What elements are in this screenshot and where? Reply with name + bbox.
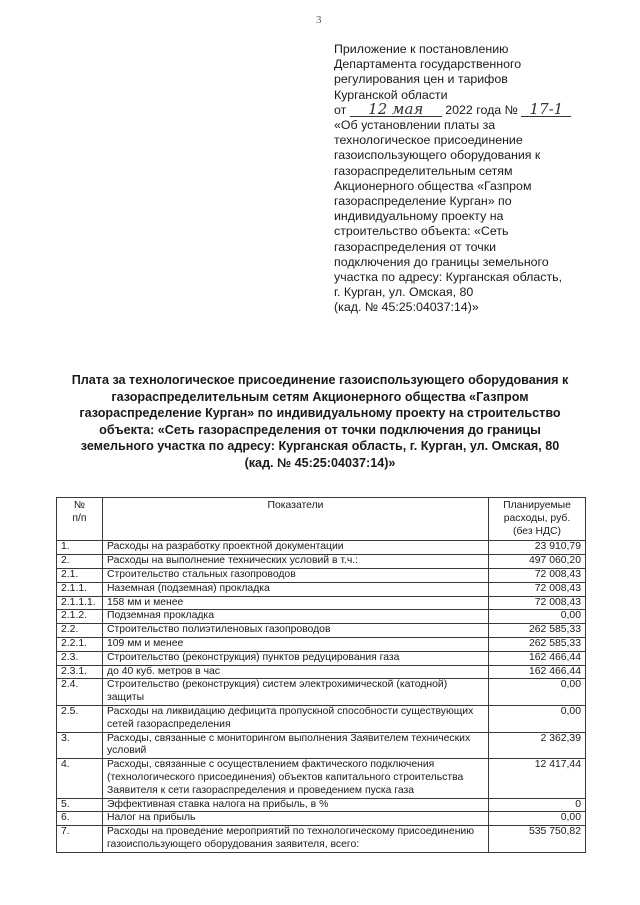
row-amount: 12 417,44 (489, 759, 586, 798)
handwritten-date: 12 мая (350, 103, 442, 117)
table-header-row (57, 498, 586, 541)
subject-line: газораспределение Курган» по (334, 194, 512, 209)
appendix-line: Курганской области (334, 87, 448, 102)
row-amount: 72 008,43 (489, 596, 586, 610)
subject-line: газораспределительным сетям (334, 163, 513, 178)
subject-line: индивидуальному проекту на (334, 209, 504, 224)
table-row (57, 541, 586, 555)
title-line: Плата за технологическое присоединение газоиспользующего оборудования к (71, 373, 569, 387)
subject-line: технологическое присоединение (334, 133, 523, 148)
row-number: 2.1.1.1. (57, 596, 103, 610)
header-number-line2: п/п (72, 512, 87, 524)
date-prefix: от (334, 102, 347, 117)
page-number: 3 (316, 14, 322, 26)
row-name: Налог на прибыль (103, 812, 489, 826)
row-number: 7. (57, 826, 103, 853)
fees-table (56, 497, 586, 853)
row-number: 3. (57, 732, 103, 759)
row-number: 5. (57, 798, 103, 812)
appendix-date-line (334, 99, 604, 118)
header-amount-line2: расходы, руб. (503, 512, 571, 524)
subject-line: Акционерного общества «Газпром (334, 178, 532, 193)
table-row (57, 732, 586, 759)
appendix-block (334, 42, 604, 316)
row-number: 2.1.2. (57, 610, 103, 624)
year-label: 2022 года № (445, 102, 518, 117)
table-row (57, 812, 586, 826)
table-row (57, 596, 586, 610)
row-name: Строительство (реконструкция) пунктов редуцирования газа (103, 651, 489, 665)
subject-line: участка по адресу: Курганская область, (334, 270, 563, 285)
row-number: 1. (57, 541, 103, 555)
row-name: Строительство полиэтиленовых газопроводов (103, 624, 489, 638)
table-row (57, 798, 586, 812)
appendix-line: Департамента государственного (334, 57, 522, 72)
row-name: Расходы на выполнение технических условий в т.ч.: (103, 555, 489, 569)
handwritten-number: 17-1 (521, 103, 571, 117)
subject-line: (кад. № 45:25:04037:14)» (334, 300, 479, 315)
row-number: 2.1.1. (57, 582, 103, 596)
header-number (57, 498, 103, 541)
row-amount: 72 008,43 (489, 582, 586, 596)
row-name: Расходы на разработку проектной документации (103, 541, 489, 555)
header-amount (489, 498, 586, 541)
row-name: 109 мм и менее (103, 637, 489, 651)
subject-line: газоиспользующего оборудования к (334, 148, 541, 163)
header-indicators: Показатели (103, 498, 489, 541)
row-amount: 262 585,33 (489, 624, 586, 638)
subject-line: подключения до границы земельного (334, 254, 549, 269)
row-number: 6. (57, 812, 103, 826)
row-amount: 162 466,44 (489, 665, 586, 679)
table-row (57, 568, 586, 582)
row-amount: 0 (489, 798, 586, 812)
row-amount: 0,00 (489, 679, 586, 706)
row-name: до 40 куб. метров в час (103, 665, 489, 679)
table-row (57, 651, 586, 665)
row-name: Расходы на ликвидацию дефицита пропускной способности существующих сетей газораспределения (103, 705, 489, 732)
row-amount: 0,00 (489, 705, 586, 732)
subject-line: г. Курган, ул. Омская, 80 (334, 285, 474, 300)
table-row (57, 705, 586, 732)
row-name: 158 мм и менее (103, 596, 489, 610)
header-amount-line1: Планируемые (503, 500, 571, 511)
document-title (48, 372, 592, 472)
row-name: Расходы на проведение мероприятий по технологическому присоединению газоиспользующего оборудования заявителя, всего: (103, 826, 489, 853)
title-line: земельного участка по адресу: Курганская область, г. Курган, ул. Омская, 80 (80, 439, 560, 454)
table-row (57, 759, 586, 798)
title-line: объекта: «Сеть газораспределения от точки подключения до границы (99, 422, 541, 437)
row-amount: 0,00 (489, 812, 586, 826)
row-number: 2.2.1. (57, 637, 103, 651)
row-name: Строительство стальных газопроводов (103, 568, 489, 582)
table-row (57, 826, 586, 853)
row-number: 2.5. (57, 705, 103, 732)
title-line: (кад. № 45:25:04037:14)» (244, 455, 396, 470)
subject-line: газораспределения от точки (334, 239, 497, 254)
row-name: Расходы, связанные с осуществлением фактического подключения (технологического присоединения) объектов капитального строительства Заявителя к сети газораспределения и проведением пуска газа (103, 759, 489, 798)
row-number: 2.1. (57, 568, 103, 582)
table-row (57, 624, 586, 638)
row-number: 2.3. (57, 651, 103, 665)
row-number: 4. (57, 759, 103, 798)
appendix-line: Приложение к постановлению (334, 42, 509, 56)
header-number-line1: № (73, 500, 86, 511)
appendix-line: регулирования цен и тарифов (334, 72, 508, 87)
row-number: 2.4. (57, 679, 103, 706)
row-amount: 535 750,82 (489, 826, 586, 853)
subject-line: строительство объекта: «Сеть (334, 224, 509, 239)
row-number: 2. (57, 555, 103, 569)
subject-line: «Об установлении платы за (334, 118, 496, 133)
row-amount: 162 466,44 (489, 651, 586, 665)
title-line: газораспределительным сетям Акционерного общества «Газпром (111, 389, 529, 404)
row-amount: 23 910,79 (489, 541, 586, 555)
row-amount: 0,00 (489, 610, 586, 624)
row-name: Подземная прокладка (103, 610, 489, 624)
row-amount: 2 362,39 (489, 732, 586, 759)
row-number: 2.3.1. (57, 665, 103, 679)
table-row (57, 637, 586, 651)
table-row (57, 582, 586, 596)
row-name: Эффективная ставка налога на прибыль, в % (103, 798, 489, 812)
table-row (57, 679, 586, 706)
row-name: Строительство (реконструкция) систем электрохимической (катодной) защиты (103, 679, 489, 706)
header-amount-line3: (без НДС) (512, 525, 561, 537)
row-number: 2.2. (57, 624, 103, 638)
row-name: Наземная (подземная) прокладка (103, 582, 489, 596)
table-row (57, 665, 586, 679)
row-amount: 497 060,20 (489, 555, 586, 569)
row-amount: 262 585,33 (489, 637, 586, 651)
table-row (57, 610, 586, 624)
title-line: газораспределение Курган» по индивидуальному проекту на строительство (79, 406, 561, 421)
table-row (57, 555, 586, 569)
row-name: Расходы, связанные с мониторингом выполнения Заявителем технических условий (103, 732, 489, 759)
row-amount: 72 008,43 (489, 568, 586, 582)
